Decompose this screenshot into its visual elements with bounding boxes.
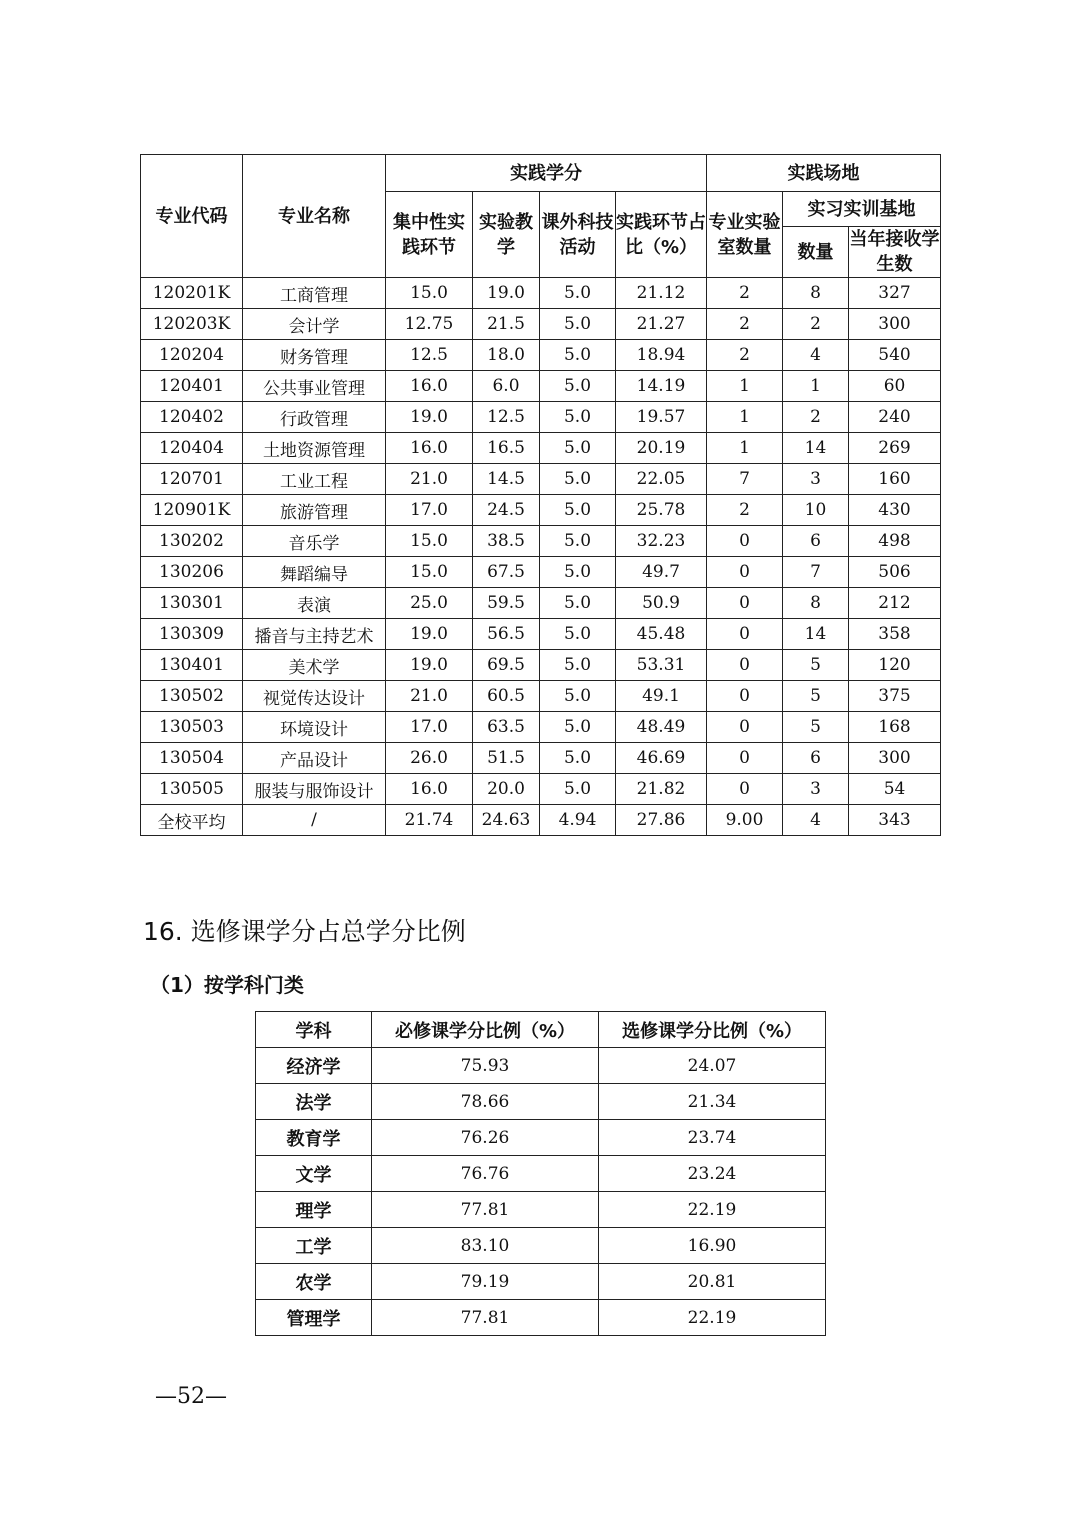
table-cell: 0 — [707, 650, 783, 681]
table-cell: 1 — [783, 371, 849, 402]
table-cell: 269 — [849, 433, 941, 464]
table-row — [256, 1048, 826, 1084]
header-major-name: 专业名称 — [243, 155, 386, 278]
header-lab-count: 专业实验室数量 — [707, 192, 783, 278]
header-elective-ratio: 选修课学分比例（%） — [599, 1012, 826, 1048]
table-cell: 53.31 — [616, 650, 707, 681]
table-cell: 21.0 — [386, 681, 473, 712]
table-cell: 327 — [849, 278, 941, 309]
table-cell: 358 — [849, 619, 941, 650]
table-row — [141, 433, 941, 464]
header-major-code: 专业代码 — [141, 155, 243, 278]
header-base-count: 数量 — [783, 227, 849, 278]
table-cell: 25.78 — [616, 495, 707, 526]
table-cell: 1 — [707, 402, 783, 433]
table-cell: 48.49 — [616, 712, 707, 743]
table-cell: 2 — [707, 278, 783, 309]
table-cell: 7 — [707, 464, 783, 495]
header-experiment-teaching: 实验教学 — [473, 192, 540, 278]
header-practice-credits: 实践学分 — [386, 155, 707, 192]
table-cell: 54 — [849, 774, 941, 805]
table-cell: 343 — [849, 805, 941, 836]
table-cell: 5.0 — [540, 588, 616, 619]
table-cell: 旅游管理 — [243, 495, 386, 526]
table-cell: 7 — [783, 557, 849, 588]
table-cell: 15.0 — [386, 557, 473, 588]
header-students-received: 当年接收学生数 — [849, 227, 941, 278]
table-cell: 21.27 — [616, 309, 707, 340]
table-cell: 19.0 — [473, 278, 540, 309]
table-cell: 5.0 — [540, 650, 616, 681]
table-cell: 51.5 — [473, 743, 540, 774]
table-cell: 5.0 — [540, 402, 616, 433]
table-cell: 教育学 — [256, 1120, 372, 1156]
table-cell: 6 — [783, 526, 849, 557]
table-cell: 50.9 — [616, 588, 707, 619]
table-cell: 24.07 — [599, 1048, 826, 1084]
table-cell: 4 — [783, 340, 849, 371]
header-training-bases: 实习实训基地 — [783, 192, 941, 227]
table-cell: 26.0 — [386, 743, 473, 774]
table-row — [141, 588, 941, 619]
table-cell: 舞蹈编导 — [243, 557, 386, 588]
table-row — [256, 1228, 826, 1264]
table-cell: 5 — [783, 681, 849, 712]
table-cell: 5.0 — [540, 309, 616, 340]
table-row — [141, 774, 941, 805]
table-cell: 8 — [783, 278, 849, 309]
table-cell: 16.0 — [386, 371, 473, 402]
table-cell: 10 — [783, 495, 849, 526]
table-cell: 0 — [707, 681, 783, 712]
table-row — [141, 526, 941, 557]
table-cell: 3 — [783, 774, 849, 805]
table-cell: 12.5 — [473, 402, 540, 433]
table-cell: 130502 — [141, 681, 243, 712]
table-cell: 0 — [707, 774, 783, 805]
table-cell: 环境设计 — [243, 712, 386, 743]
table-row — [141, 464, 941, 495]
table-cell: 22.19 — [599, 1300, 826, 1336]
table-row — [141, 309, 941, 340]
table-cell: 5.0 — [540, 433, 616, 464]
table-cell: 76.26 — [372, 1120, 599, 1156]
table-cell: 农学 — [256, 1264, 372, 1300]
table-cell: 22.05 — [616, 464, 707, 495]
table-cell: 67.5 — [473, 557, 540, 588]
table-cell: 83.10 — [372, 1228, 599, 1264]
table-cell: 播音与主持艺术 — [243, 619, 386, 650]
table-cell: 300 — [849, 743, 941, 774]
table-cell: 130505 — [141, 774, 243, 805]
table-cell: 5.0 — [540, 526, 616, 557]
table-cell: 21.34 — [599, 1084, 826, 1120]
table-row — [141, 681, 941, 712]
table-cell: 5.0 — [540, 464, 616, 495]
table-cell: 120401 — [141, 371, 243, 402]
table-cell: 20.81 — [599, 1264, 826, 1300]
table-cell: 78.66 — [372, 1084, 599, 1120]
table-cell: 产品设计 — [243, 743, 386, 774]
table-cell: 16.90 — [599, 1228, 826, 1264]
table-cell: 60 — [849, 371, 941, 402]
header-practice-ratio: 实践环节占比（%） — [616, 192, 707, 278]
table-cell: 工业工程 — [243, 464, 386, 495]
table-cell: 19.57 — [616, 402, 707, 433]
table-cell: 0 — [707, 712, 783, 743]
table-cell: 法学 — [256, 1084, 372, 1120]
table-cell: 24.5 — [473, 495, 540, 526]
table-cell: 49.1 — [616, 681, 707, 712]
table-cell: 14 — [783, 433, 849, 464]
table-row — [256, 1192, 826, 1228]
table-row — [141, 495, 941, 526]
table-cell: 130309 — [141, 619, 243, 650]
table-cell: 4 — [783, 805, 849, 836]
table-cell: 240 — [849, 402, 941, 433]
header-extracurricular-activities: 课外科技活动 — [540, 192, 616, 278]
table-cell: 21.74 — [386, 805, 473, 836]
table-cell: 5.0 — [540, 681, 616, 712]
table-cell: 120404 — [141, 433, 243, 464]
table-cell: 23.74 — [599, 1120, 826, 1156]
table-cell: 75.93 — [372, 1048, 599, 1084]
table-row — [141, 712, 941, 743]
section-heading: 16. 选修课学分占总学分比例 — [143, 917, 466, 946]
table-cell: 76.76 — [372, 1156, 599, 1192]
table-cell: 5.0 — [540, 557, 616, 588]
table-cell: 5.0 — [540, 619, 616, 650]
table-cell: 79.19 — [372, 1264, 599, 1300]
table-cell: 300 — [849, 309, 941, 340]
table-cell: 6.0 — [473, 371, 540, 402]
table-cell: 63.5 — [473, 712, 540, 743]
table-cell: 69.5 — [473, 650, 540, 681]
table-cell: 120701 — [141, 464, 243, 495]
header-concentrated-practice: 集中性实践环节 — [386, 192, 473, 278]
table-cell: 表演 — [243, 588, 386, 619]
table-cell: 15.0 — [386, 278, 473, 309]
table-cell: 498 — [849, 526, 941, 557]
table-cell: 27.86 — [616, 805, 707, 836]
table-row — [256, 1084, 826, 1120]
table-cell: 2 — [707, 340, 783, 371]
table-cell: 8 — [783, 588, 849, 619]
table-cell: 全校平均 — [141, 805, 243, 836]
table-cell: 5.0 — [540, 278, 616, 309]
table-cell: 14.19 — [616, 371, 707, 402]
table-cell: 77.81 — [372, 1300, 599, 1336]
table-cell: 16.0 — [386, 774, 473, 805]
table-cell: 21.5 — [473, 309, 540, 340]
table-cell: / — [243, 805, 386, 836]
table-cell: 会计学 — [243, 309, 386, 340]
header-subject: 学科 — [256, 1012, 372, 1048]
table-cell: 19.0 — [386, 402, 473, 433]
practice-credits-table — [140, 154, 941, 836]
table-cell: 服装与服饰设计 — [243, 774, 386, 805]
table-cell: 506 — [849, 557, 941, 588]
table-cell: 120402 — [141, 402, 243, 433]
table-cell: 19.0 — [386, 650, 473, 681]
table-cell: 美术学 — [243, 650, 386, 681]
table-cell: 2 — [783, 309, 849, 340]
table-cell: 工学 — [256, 1228, 372, 1264]
table-row — [141, 371, 941, 402]
table-cell: 文学 — [256, 1156, 372, 1192]
table-cell: 21.0 — [386, 464, 473, 495]
table-cell: 19.0 — [386, 619, 473, 650]
table-cell: 77.81 — [372, 1192, 599, 1228]
table-cell: 3 — [783, 464, 849, 495]
table-cell: 120201K — [141, 278, 243, 309]
table-cell: 56.5 — [473, 619, 540, 650]
table-cell: 5.0 — [540, 371, 616, 402]
practice-table-body — [141, 278, 941, 836]
table-cell: 9.00 — [707, 805, 783, 836]
table-cell: 6 — [783, 743, 849, 774]
table-cell: 14 — [783, 619, 849, 650]
table-cell: 5.0 — [540, 743, 616, 774]
table-cell: 0 — [707, 557, 783, 588]
table-row — [256, 1300, 826, 1336]
table-cell: 120901K — [141, 495, 243, 526]
table-cell: 60.5 — [473, 681, 540, 712]
table-cell: 430 — [849, 495, 941, 526]
table-cell: 工商管理 — [243, 278, 386, 309]
table-cell: 视觉传达设计 — [243, 681, 386, 712]
table-cell: 20.0 — [473, 774, 540, 805]
table-cell: 25.0 — [386, 588, 473, 619]
header-practice-sites: 实践场地 — [707, 155, 941, 192]
table-row — [256, 1156, 826, 1192]
table-cell: 5 — [783, 712, 849, 743]
table-cell: 38.5 — [473, 526, 540, 557]
table-cell: 23.24 — [599, 1156, 826, 1192]
table-cell: 0 — [707, 588, 783, 619]
table-cell: 59.5 — [473, 588, 540, 619]
table-cell: 0 — [707, 619, 783, 650]
table-cell: 212 — [849, 588, 941, 619]
table-cell: 15.0 — [386, 526, 473, 557]
table-cell: 130206 — [141, 557, 243, 588]
table-cell: 2 — [783, 402, 849, 433]
page-number: —52— — [155, 1384, 227, 1409]
table-cell: 21.82 — [616, 774, 707, 805]
table-row — [141, 650, 941, 681]
table-cell: 2 — [707, 495, 783, 526]
table-row — [141, 402, 941, 433]
table-cell: 18.94 — [616, 340, 707, 371]
table-row — [141, 278, 941, 309]
table-cell: 17.0 — [386, 495, 473, 526]
table-cell: 45.48 — [616, 619, 707, 650]
table-cell: 130301 — [141, 588, 243, 619]
table-cell: 5 — [783, 650, 849, 681]
table-cell: 土地资源管理 — [243, 433, 386, 464]
table-cell: 行政管理 — [243, 402, 386, 433]
table-row — [141, 805, 941, 836]
table-cell: 4.94 — [540, 805, 616, 836]
table-cell: 理学 — [256, 1192, 372, 1228]
table-cell: 375 — [849, 681, 941, 712]
elective-table-body — [256, 1048, 826, 1336]
table-cell: 130202 — [141, 526, 243, 557]
table-cell: 160 — [849, 464, 941, 495]
subsection-heading: （1）按学科门类 — [150, 973, 304, 997]
table-cell: 24.63 — [473, 805, 540, 836]
table-cell: 0 — [707, 526, 783, 557]
table-cell: 20.19 — [616, 433, 707, 464]
table-cell: 1 — [707, 371, 783, 402]
table-row — [256, 1264, 826, 1300]
table-cell: 120204 — [141, 340, 243, 371]
elective-ratio-table — [255, 1011, 826, 1336]
table-cell: 12.75 — [386, 309, 473, 340]
table-row — [256, 1120, 826, 1156]
table-cell: 0 — [707, 743, 783, 774]
table-cell: 经济学 — [256, 1048, 372, 1084]
table-cell: 16.5 — [473, 433, 540, 464]
table-cell: 32.23 — [616, 526, 707, 557]
table-cell: 16.0 — [386, 433, 473, 464]
table-cell: 540 — [849, 340, 941, 371]
table-cell: 5.0 — [540, 712, 616, 743]
table-cell: 49.7 — [616, 557, 707, 588]
table-cell: 12.5 — [386, 340, 473, 371]
table-cell: 财务管理 — [243, 340, 386, 371]
table-cell: 2 — [707, 309, 783, 340]
table-row — [141, 557, 941, 588]
table-cell: 46.69 — [616, 743, 707, 774]
table-cell: 管理学 — [256, 1300, 372, 1336]
table-cell: 1 — [707, 433, 783, 464]
table-row — [141, 743, 941, 774]
table-cell: 音乐学 — [243, 526, 386, 557]
table-cell: 21.12 — [616, 278, 707, 309]
table-cell: 120 — [849, 650, 941, 681]
table-cell: 5.0 — [540, 774, 616, 805]
table-cell: 120203K — [141, 309, 243, 340]
table-cell: 5.0 — [540, 495, 616, 526]
table-cell: 公共事业管理 — [243, 371, 386, 402]
table-cell: 168 — [849, 712, 941, 743]
table-cell: 18.0 — [473, 340, 540, 371]
table-cell: 14.5 — [473, 464, 540, 495]
table-cell: 130401 — [141, 650, 243, 681]
table-row — [141, 619, 941, 650]
header-required-ratio: 必修课学分比例（%） — [372, 1012, 599, 1048]
table-cell: 22.19 — [599, 1192, 826, 1228]
table-row — [141, 340, 941, 371]
table-cell: 5.0 — [540, 340, 616, 371]
table-cell: 130504 — [141, 743, 243, 774]
table-cell: 130503 — [141, 712, 243, 743]
table-cell: 17.0 — [386, 712, 473, 743]
